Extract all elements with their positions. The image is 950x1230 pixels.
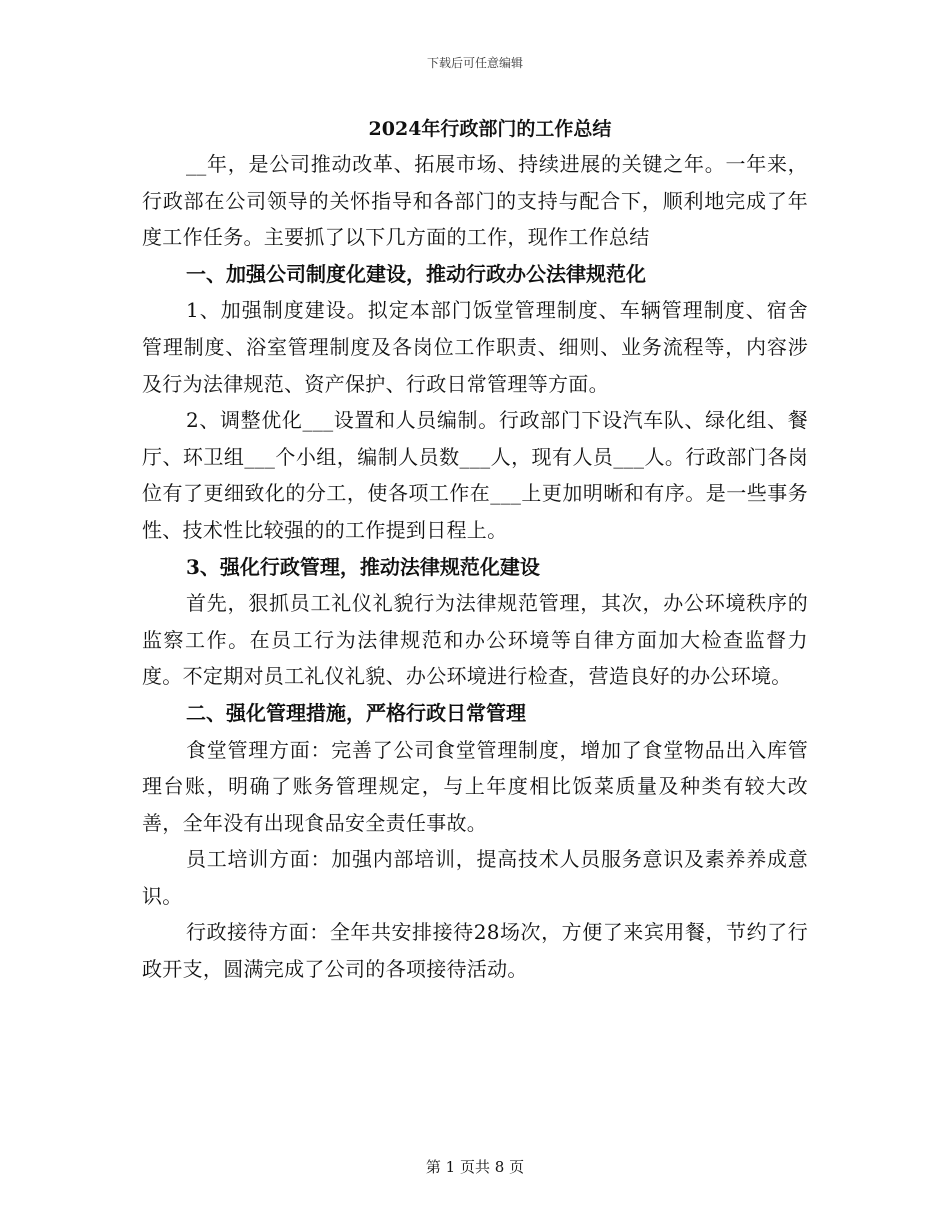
section-2-heading: 二、强化管理措施，严格行政日常管理 [186, 700, 526, 725]
document-body [142, 112, 808, 988]
section-1-heading: 一、加强公司制度化建设，推动行政办公法律规范化 [186, 261, 646, 286]
section-1-paragraph-2: 2、调整优化___设置和人员编制。行政部门下设汽车队、绿化组、餐厅、环卫组___个小组，编制人员数___人，现有人员___人。行政部门各岗位有了更细致化的分工，使各项工作在___上更加明晰和有序。是一些事务性、技术性比较强的的工作提到日程上。 [142, 408, 808, 542]
section-3-paragraph-1: 首先，狠抓员工礼仪礼貌行为法律规范管理，其次，办公环境秩序的监察工作。在员工行为法律规范和办公环境等自律方面加大检查监督力度。不定期对员工礼仪礼貌、办公环境进行检查，营造良好的办公环境。 [142, 591, 808, 689]
section-2-paragraph-2: 员工培训方面：加强内部培训，提高技术人员服务意识及素养养成意识。 [142, 847, 808, 908]
section-2-paragraph-3: 行政接待方面：全年共安排接待28场次，方便了来宾用餐，节约了行政开支，圆满完成了公司的各项接待活动。 [142, 920, 808, 982]
section-2-paragraph-1: 食堂管理方面：完善了公司食堂管理制度，增加了食堂物品出入库管理台账，明确了账务管理规定，与上年度相比饭菜质量及种类有较大改善，全年没有出现食品安全责任事故。 [142, 737, 808, 835]
page-number: 第 1 页共 8 页 [425, 1158, 525, 1176]
intro-paragraph: __年，是公司推动改革、拓展市场、持续进展的关键之年。一年来，行政部在公司领导的关怀指导和各部门的支持与配合下，顺利地完成了年度工作任务。主要抓了以下几方面的工作，现作工作总结 [142, 152, 808, 250]
page-header-note: 下载后可任意编辑 [426, 56, 523, 70]
document-title: 2024年行政部门的工作总结 [368, 118, 612, 140]
section-1-paragraph-1: 1、加强制度建设。拟定本部门饭堂管理制度、车辆管理制度、宿舍管理制度、浴室管理制度及各岗位工作职责、细则、业务流程等，内容涉及行为法律规范、资产保护、行政日常管理等方面。 [142, 298, 808, 396]
section-3-heading: 3、强化行政管理，推动法律规范化建设 [186, 554, 540, 579]
